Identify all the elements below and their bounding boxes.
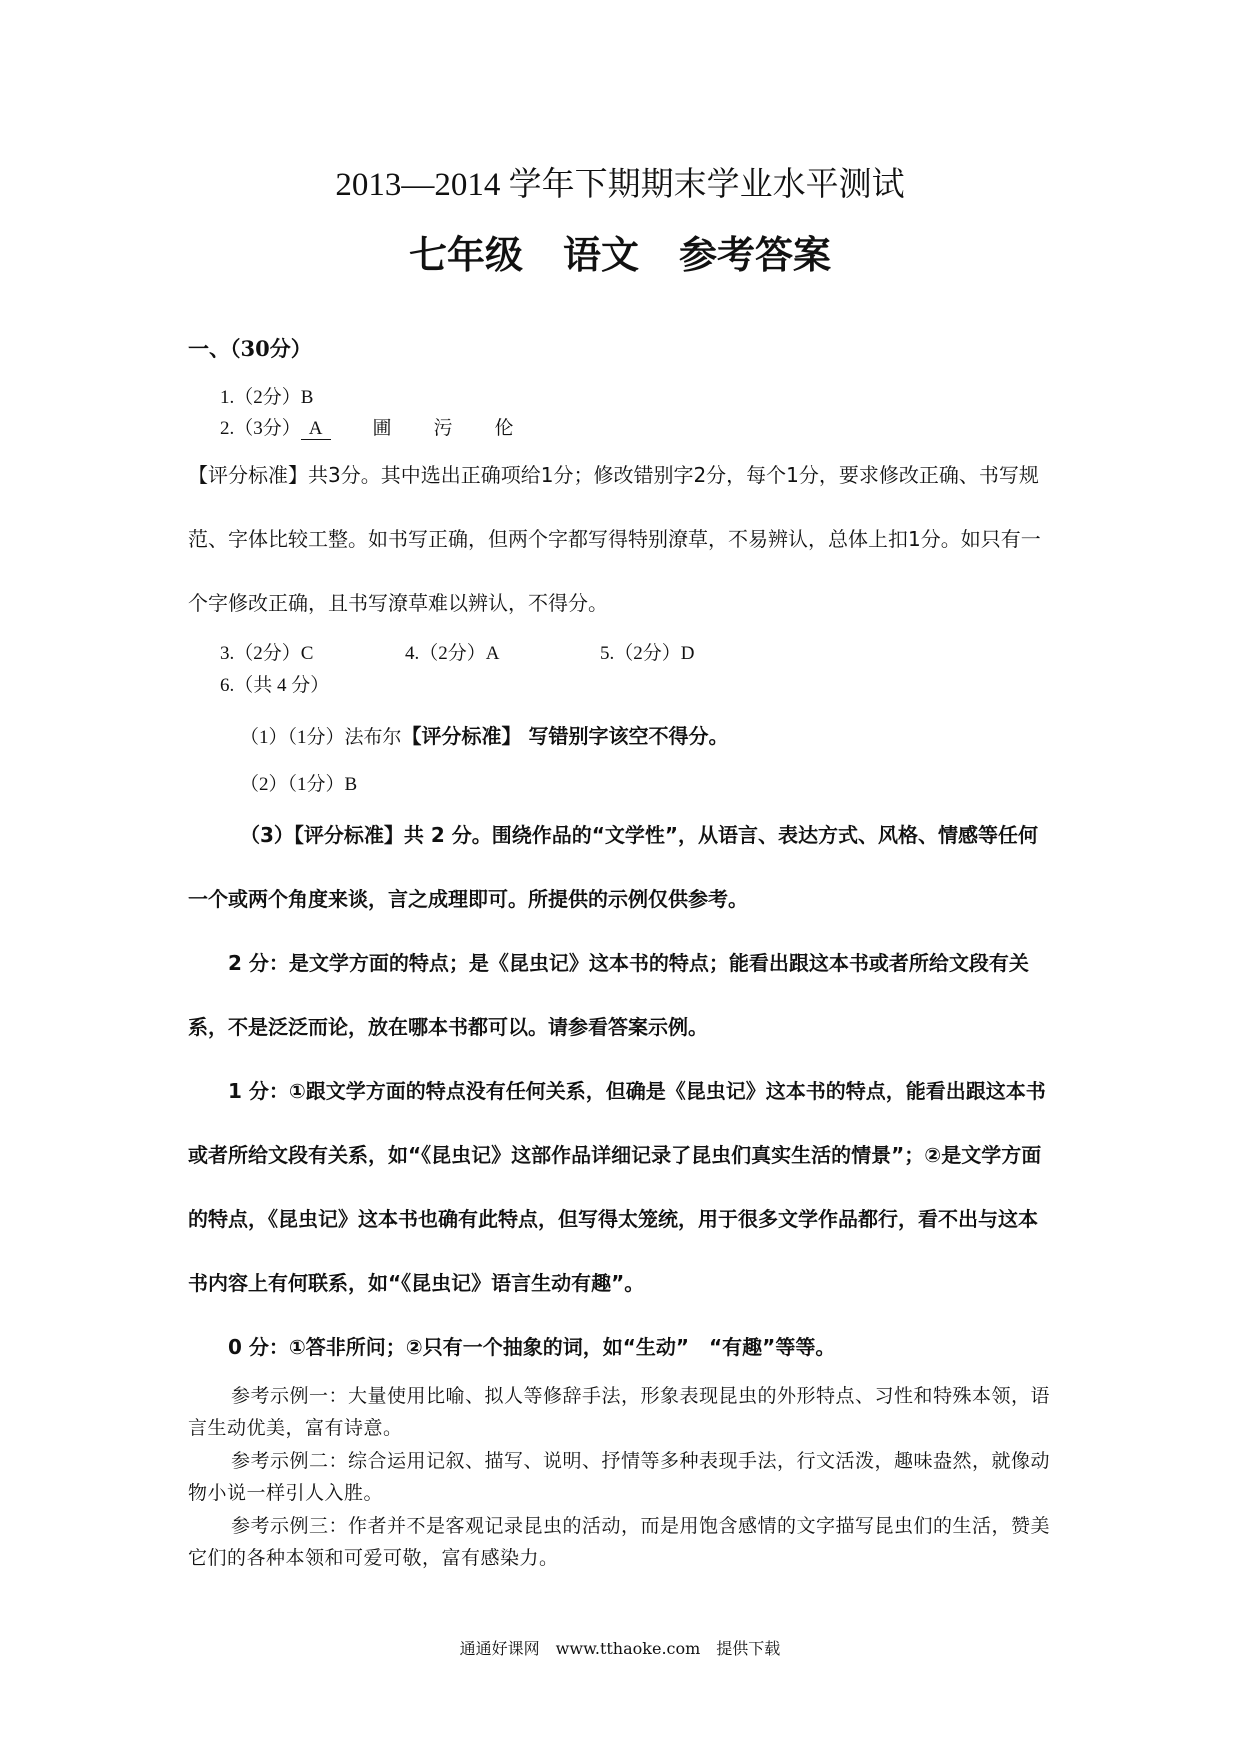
answer-q6: 6.（共 4 分） — [220, 675, 330, 696]
subtitle-answer: 参考答案 — [679, 232, 832, 277]
q2-criteria: 【评分标准】共3分。其中选出正确项给1分；修改错别字2分，每个1分，要求修改正确、书写规范、字体比较工整。如书写正确，但两个字都写得特别潦草，不易辨认，总体上扣1分。如只有一个字修改正确，且书写潦草难以辨认，不得分。 — [188, 463, 1041, 615]
q6-1-prefix: （1）（1分）法布尔 — [240, 727, 402, 748]
answer-q3: 3.（2分）C — [220, 643, 314, 664]
answer-q6-2: （2）（1分）B — [240, 774, 358, 795]
example-3: 参考示例三：作者并不是客观记录昆虫的活动，而是用饱含感情的文字描写昆虫们的生活，赞美它们的各种本领和可爱可敬，富有感染力。 — [188, 1515, 1051, 1569]
q6-3-criteria: （3）【评分标准】共 2 分。围绕作品的“文学性”，从语言、表达方式、风格、情感等任何一个或两个角度来谈，言之成理即可。所提供的示例仅供参考。 — [188, 823, 1039, 911]
answer-q5: 5.（2分）D — [600, 643, 695, 664]
section-heading: 一、（30分） — [188, 336, 312, 361]
answer-q1: 1.（2分）B — [220, 387, 314, 408]
answer-q6-1 — [240, 720, 728, 749]
subtitle-subject: 语文 — [562, 232, 639, 277]
subtitle-grade: 七年级 — [408, 232, 523, 277]
footer-credit: 通通好课网 www.tthaoke.com 提供下载 — [459, 1639, 781, 1658]
score-2-points: 2 分：是文学方面的特点；是《昆虫记》这本书的特点；能看出跟这本书或者所给文段有关系，不是泛泛而论，放在哪本书都可以。请参看答案示例。 — [188, 951, 1029, 1039]
q2-answer: A — [301, 419, 331, 440]
exam-title: 2013—2014 学年下期期末学业水平测试 — [335, 167, 905, 203]
q2-word-1: 圃 — [372, 418, 392, 439]
q2-word-3: 伦 — [494, 418, 514, 439]
q2-prefix: 2.（3分） — [220, 418, 301, 439]
score-0-points: 0 分：①答非所问；②只有一个抽象的词，如“生动” “有趣”等等。 — [228, 1335, 836, 1359]
answer-q2 — [220, 413, 514, 440]
q6-1-criteria: 【评分标准】 写错别字该空不得分。 — [401, 724, 729, 748]
example-2: 参考示例二：综合运用记叙、描写、说明、抒情等多种表现手法，行文活泼，趣味盎然，就像动物小说一样引人入胜。 — [188, 1450, 1051, 1504]
score-1-point: 1 分：①跟文学方面的特点没有任何关系，但确是《昆虫记》这本书的特点，能看出跟这本书或者所给文段有关系，如“《昆虫记》这部作品详细记录了昆虫们真实生活的情景”；②是文学方面的特点，《昆虫记》这本书也确有此特点，但写得太笼统，用于很多文学作品都行，看不出与这本书内容上有何联系，如“《昆虫记》语言生动有趣”。 — [188, 1079, 1046, 1295]
answer-q4: 4.（2分）A — [405, 643, 500, 664]
exam-subtitle — [0, 224, 1240, 279]
q2-word-2: 污 — [433, 418, 453, 439]
example-1: 参考示例一：大量使用比喻、拟人等修辞手法，形象表现昆虫的外形特点、习性和特殊本领，语言生动优美，富有诗意。 — [188, 1385, 1051, 1439]
